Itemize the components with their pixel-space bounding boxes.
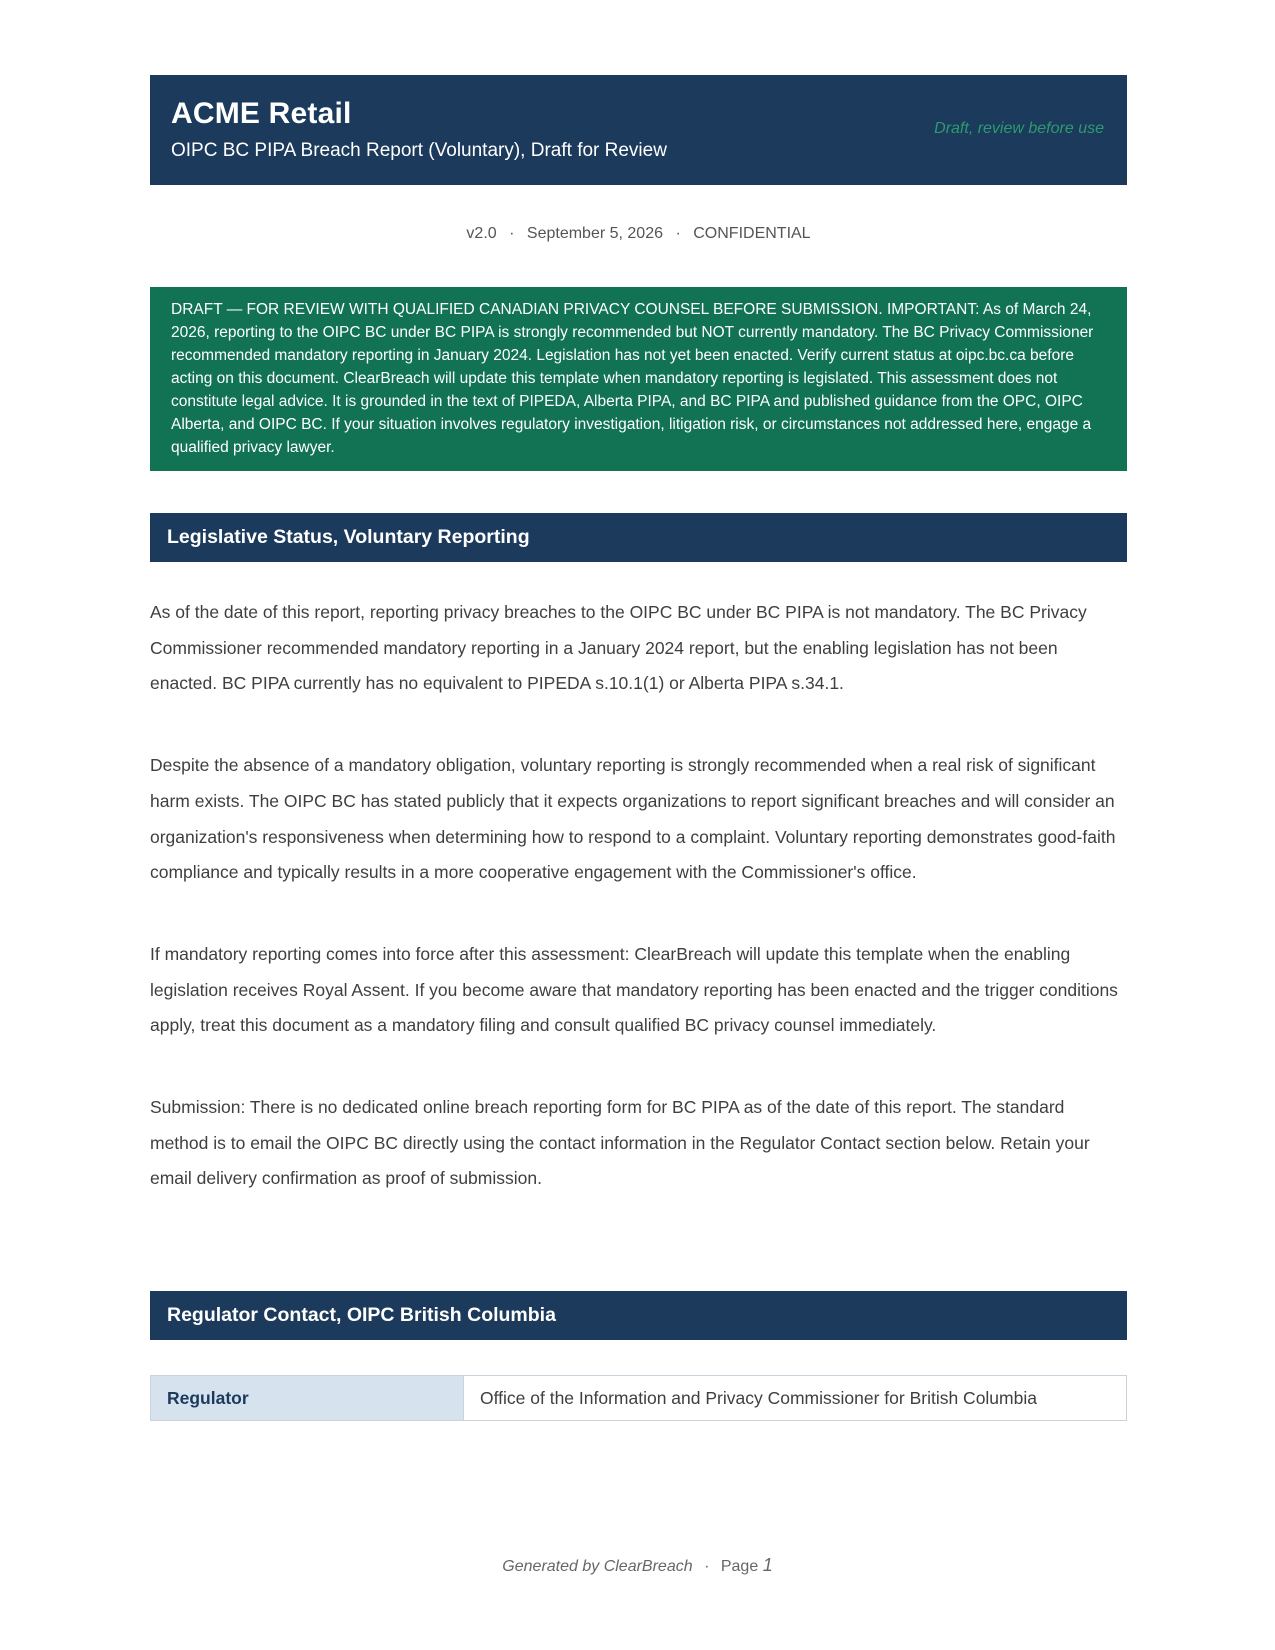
legal-disclaimer-box: DRAFT — FOR REVIEW WITH QUALIFIED CANADIAN PRIVACY COUNSEL BEFORE SUBMISSION. IMPORTANT: As of March 24, 2026, reporting to the OIPC BC under BC PIPA is strongly recommended but NOT currently mandatory. The BC Privacy Commissioner recommended mandatory reporting in January 2024. Legislation has not yet been enacted. Verify current status at oipc.bc.ca before acting on this document. ClearBreach will update this template when mandatory reporting is legislated. This assessment does not constitute legal advice. It is grounded in the text of PIPEDA, Alberta PIPA, and BC PIPA and published guidance from the OPC, OIPC Alberta, and OIPC BC. If your situation involves regulatory investigation, litigation risk, or circumstances not addressed here, engage a qualified privacy lawyer. <box>150 287 1127 471</box>
generated-by-label: Generated by ClearBreach <box>502 1558 693 1575</box>
table-cell-label: Regulator <box>151 1376 464 1421</box>
footer-separator: · <box>704 1558 710 1575</box>
version-label: v2.0 <box>466 225 497 242</box>
table-row <box>151 1376 1127 1421</box>
report-title: OIPC BC PIPA Breach Report (Voluntary), Draft for Review <box>171 140 667 161</box>
header-banner <box>150 75 1127 185</box>
meta-separator: · <box>675 225 681 242</box>
paragraph-legislative-3: If mandatory reporting comes into force after this assessment: ClearBreach will update this template when the enabling legislation receives Royal Assent. If you become aware that mandatory reporting has been enacted and the trigger conditions apply, treat this document as a mandatory filing and consult qualified BC privacy counsel immediately. <box>150 943 1118 1036</box>
paragraph-legislative-1: As of the date of this report, reporting privacy breaches to the OIPC BC under BC PIPA is not mandatory. The BC Privacy Commissioner recommended mandatory reporting in a January 2024 report, but the enabling legislation has not been enacted. BC PIPA currently has no equivalent to PIPEDA s.10.1(1) or Alberta PIPA s.34.1. <box>150 602 1087 694</box>
section-heading-regulator-contact: Regulator Contact, OIPC British Columbia <box>150 1291 1127 1340</box>
page-label: Page <box>720 1558 759 1575</box>
draft-note: Draft, review before use <box>934 120 1104 137</box>
classification-label: CONFIDENTIAL <box>693 225 811 242</box>
meta-separator: · <box>509 225 515 242</box>
table-cell-value: Office of the Information and Privacy Commissioner for British Columbia <box>464 1376 1127 1421</box>
paragraph-legislative-4: Submission: There is no dedicated online breach reporting form for BC PIPA as of the date of this report. The standard method is to email the OIPC BC directly using the contact information in the Regulator Contact section below. Retain your email delivery confirmation as proof of submission. <box>150 1097 1090 1189</box>
page-number: 1 <box>762 1555 773 1575</box>
document-page <box>150 75 1127 1421</box>
report-date: September 5, 2026 <box>526 225 663 242</box>
company-name: ACME Retail <box>171 97 352 130</box>
document-meta <box>150 225 1127 243</box>
page-footer <box>0 1555 1275 1576</box>
paragraph-legislative-2: Despite the absence of a mandatory obligation, voluntary reporting is strongly recommended when a real risk of significant harm exists. The OIPC BC has stated publicly that it expects organizations to report significant breaches and will consider an organization's responsiveness when determining how to respond to a complaint. Voluntary reporting demonstrates good-faith compliance and typically results in a more cooperative engagement with the Commissioner's office. <box>150 755 1116 883</box>
section-heading-legislative-status: Legislative Status, Voluntary Reporting <box>150 513 1127 562</box>
regulator-contact-table <box>150 1375 1127 1421</box>
